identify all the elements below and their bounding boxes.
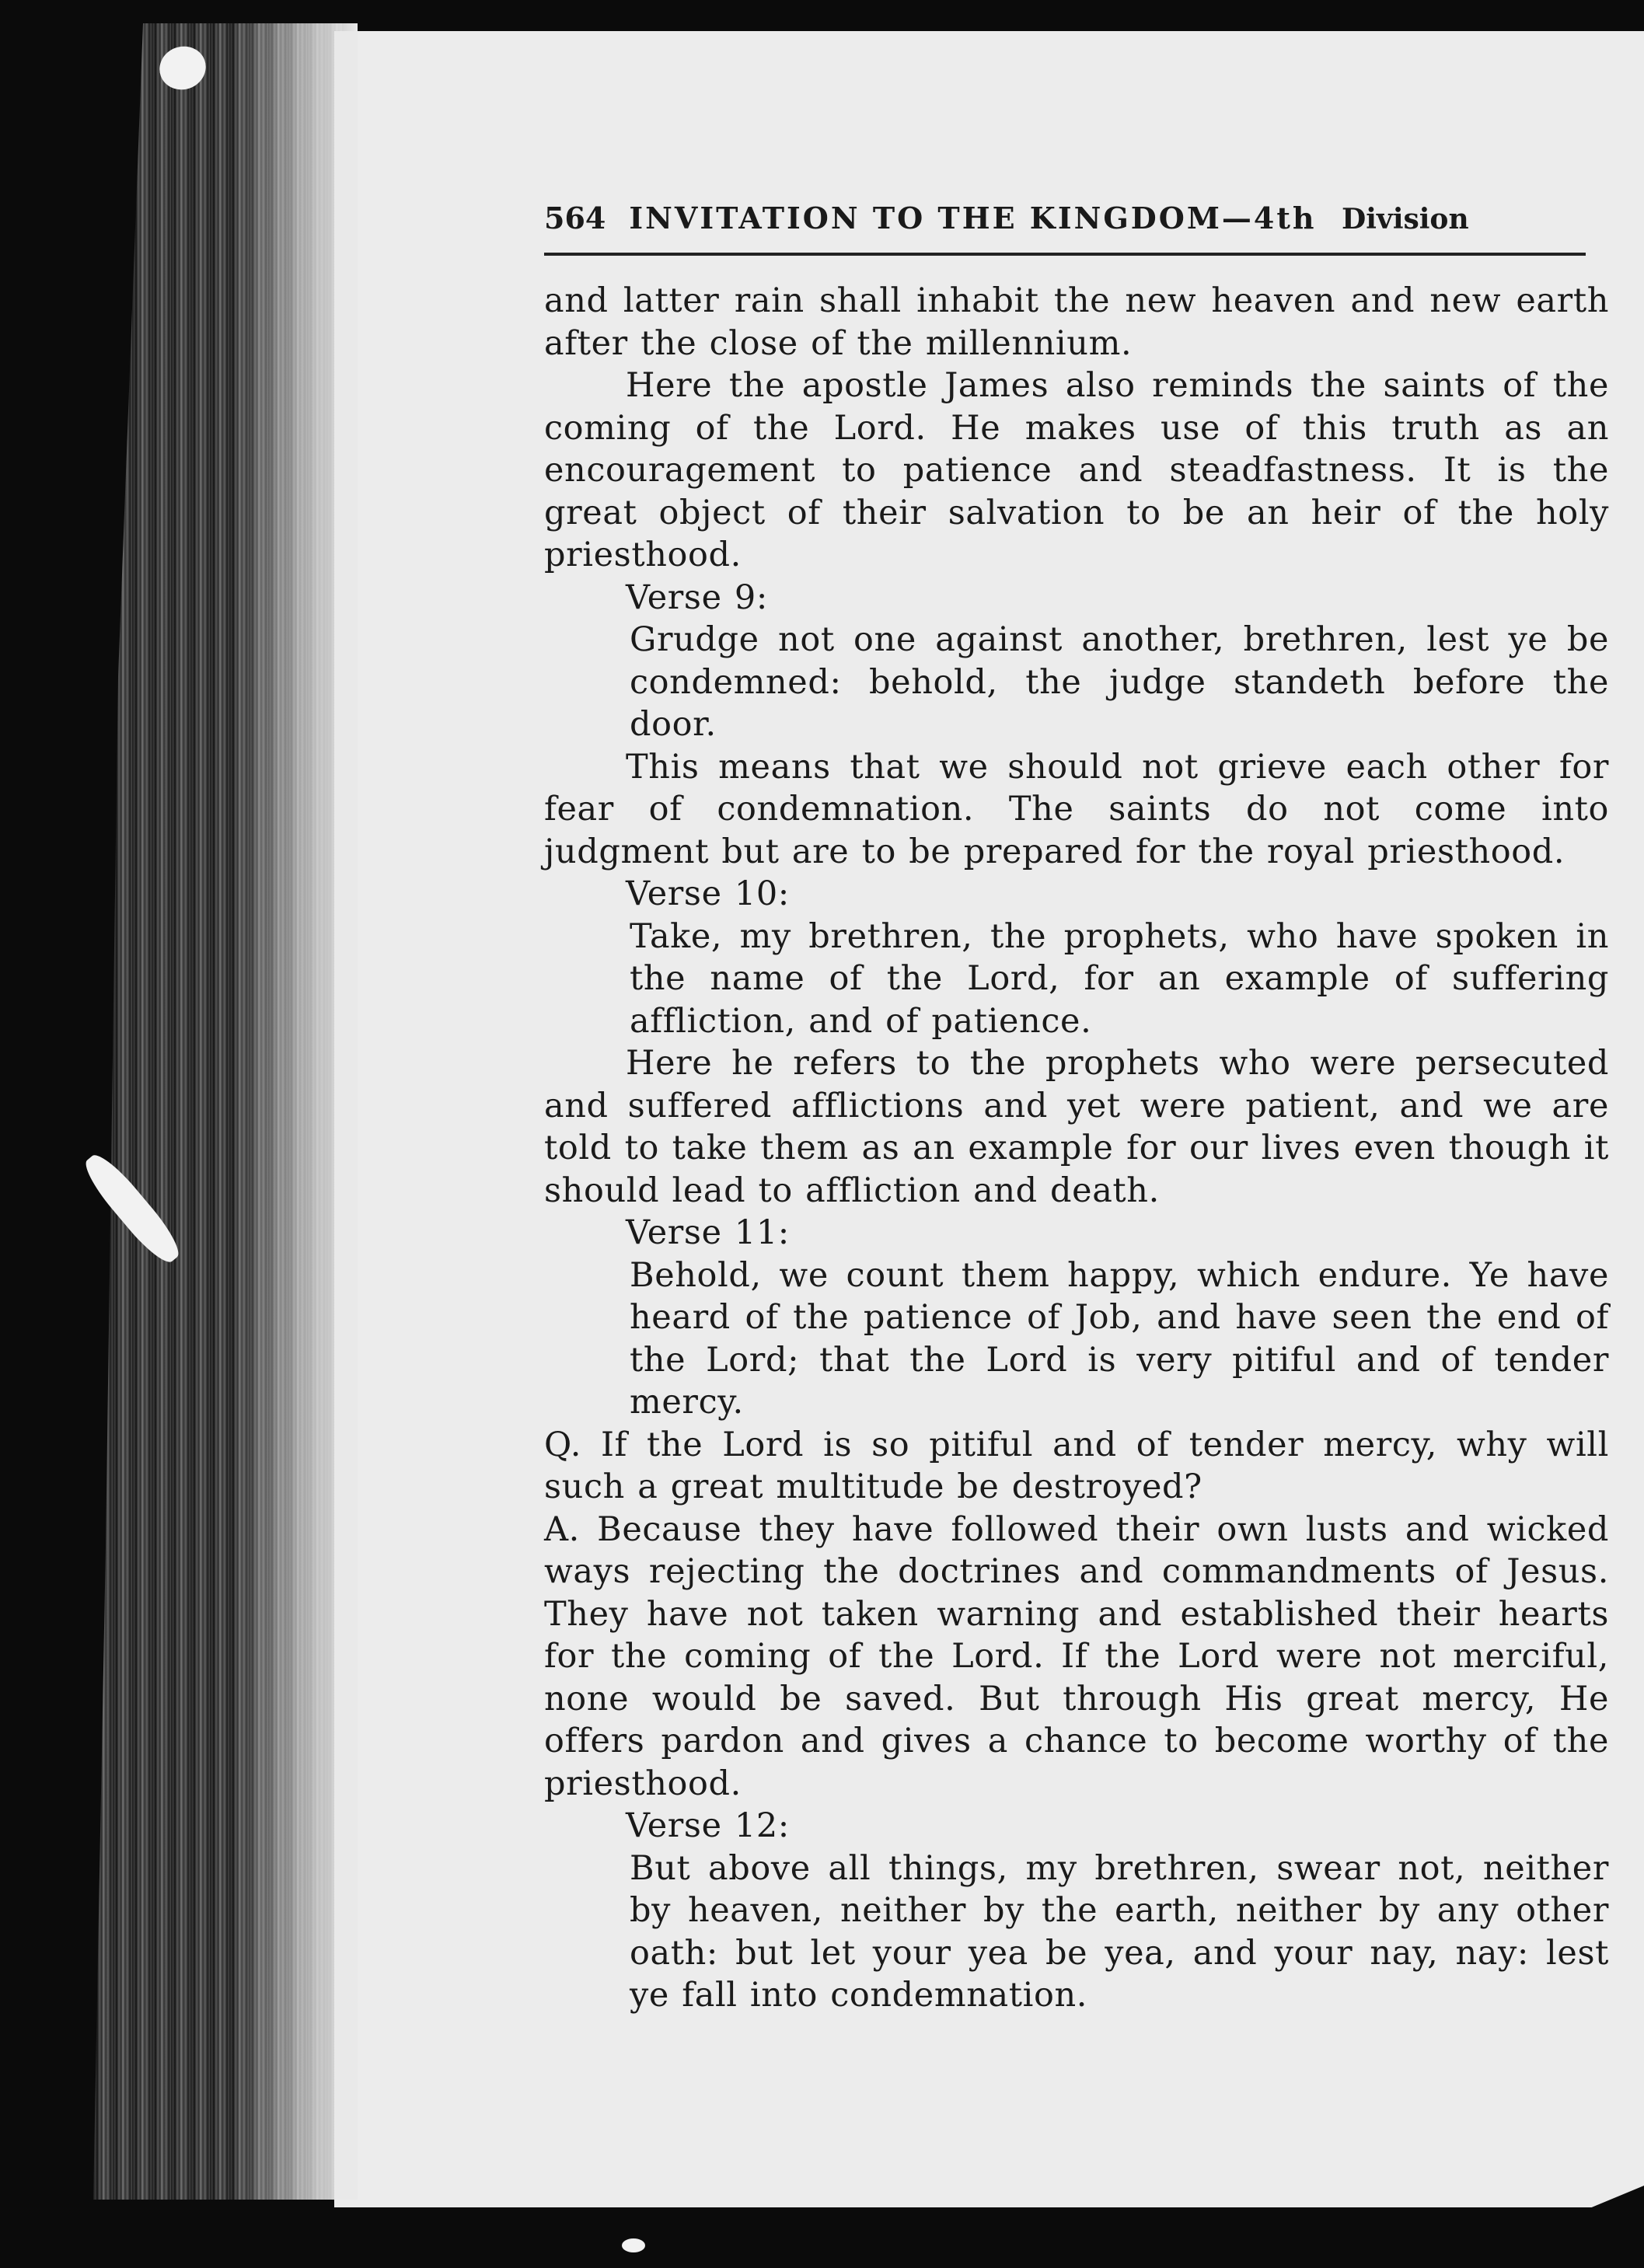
verse-quote: Grudge not one against another, brethren, lest ye be condemned: behold, the judge standeth before the door. <box>630 620 1609 744</box>
verse-quote: But above all things, my brethren, swear not, neither by heaven, neither by the earth, neither by any other oath: but let your yea be yea, and your nay, nay: lest ye fall into condemnation. <box>630 1848 1609 2015</box>
running-division: Division <box>1342 203 1469 236</box>
verse-quote: Behold, we count them happy, which endure. Ye have heard of the patience of Job, and have seen the end of the Lord; that the Lord is very pitiful and of tender mercy. <box>630 1255 1609 1422</box>
verse-label: Verse 10: <box>626 874 790 913</box>
paragraph: Here the apostle James also reminds the saints of the coming of the Lord. He makes use of this truth as an encouragement to patience and steadfastness. It is the great object of their salvation to be an heir of the holy priesthood. <box>544 366 1609 574</box>
paragraph: and latter rain shall inhabit the new heaven and new earth after the close of the millennium. <box>544 281 1609 363</box>
answer: A. Because they have followed their own lusts and wicked ways rejecting the doctrines and commandments of Jesus. They have not taken warning and established their hearts for the coming of the Lord. If the Lord were not merciful, none would be saved. But through His great mercy, He offers pardon and gives a chance to become worthy of the priesthood. <box>544 1509 1609 1803</box>
running-title: INVITATION TO THE KINGDOM—4th <box>629 201 1317 236</box>
verse-label: Verse 9: <box>626 577 768 617</box>
verse-label: Verse 11: <box>626 1213 790 1252</box>
paragraph: This means that we should not grieve each other for fear of condemnation. The saints do not come into judgment but are to be prepared for the royal priesthood. <box>544 747 1609 871</box>
body-text <box>544 280 1609 2017</box>
verse-label: Verse 12: <box>626 1806 790 1845</box>
paragraph: Here he refers to the prophets who were persecuted and suffered afflictions and yet were patient, and we are told to take them as an example for our lives even though it should lead to affliction and death. <box>544 1044 1609 1210</box>
running-header <box>544 201 1586 247</box>
verse-quote: Take, my brethren, the prophets, who have spoken in the name of the Lord, for an example of suffering affliction, and of patience. <box>630 916 1609 1041</box>
page-number: 564 <box>544 201 606 236</box>
header-rule <box>544 253 1586 256</box>
question: Q. If the Lord is so pitiful and of tender mercy, why will such a great multitude be destroyed? <box>544 1425 1609 1506</box>
